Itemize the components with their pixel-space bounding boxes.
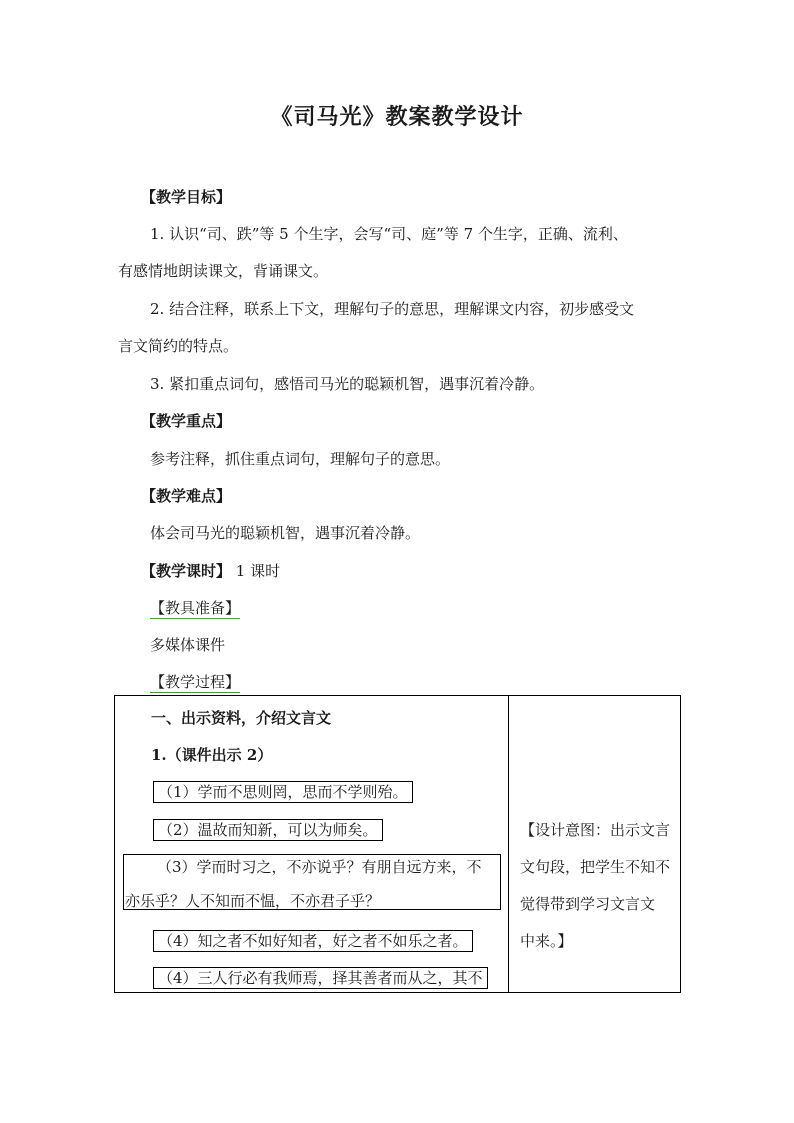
process-step: 1.（课件出示 2） bbox=[151, 746, 273, 764]
materials-text: 多媒体课件 bbox=[150, 636, 226, 654]
design-intent-line-1: 【设计意图：出示文言 bbox=[520, 821, 671, 839]
objective-1-line-1: 1. 认识“司、跌”等 5 个生字，会写“司、庭”等 7 个生字，正确、流利、 bbox=[150, 225, 628, 243]
quote-4-box: （4）知之者不如好知者，好之者不如乐之者。 bbox=[153, 930, 473, 952]
process-section-title: 一、出示资料，介绍文言文 bbox=[151, 709, 332, 727]
quote-5 bbox=[153, 968, 488, 988]
document-title: 《司马光》教案教学设计 bbox=[270, 104, 524, 130]
quote-1-box: （1）学而不思则罔，思而不学则殆。 bbox=[153, 781, 413, 803]
objectives-heading: 【教学目标】 bbox=[141, 188, 232, 206]
design-intent-line-4: 中来。】 bbox=[520, 932, 573, 950]
quote-4 bbox=[153, 931, 473, 951]
quote-3-line-2: 亦乐乎？人不知而不愠，不亦君子乎？ bbox=[125, 892, 381, 910]
objective-2-line-1: 2. 结合注释，联系上下文，理解句子的意思，理解课文内容，初步感受文 bbox=[150, 300, 635, 318]
periods-text: 1 课时 bbox=[235, 562, 281, 580]
quote-2-box: （2）温故而知新，可以为师矣。 bbox=[153, 819, 383, 841]
quote-1 bbox=[153, 782, 413, 802]
quote-3-line-1: （3）学而时习之，不亦说乎？有朋自远方来，不 bbox=[157, 858, 482, 876]
process-heading: 【教学过程】 bbox=[150, 673, 241, 691]
design-intent-line-2: 文句段，把学生不知不 bbox=[520, 858, 671, 876]
periods-heading: 【教学课时】 bbox=[141, 562, 232, 580]
design-intent-line-3: 觉得带到学习文言文 bbox=[520, 895, 656, 913]
objective-3: 3. 紧扣重点词句，感悟司马光的聪颖机智，遇事沉着冷静。 bbox=[150, 375, 545, 393]
process-table bbox=[114, 695, 681, 993]
materials-heading: 【教具准备】 bbox=[150, 599, 241, 617]
quote-2 bbox=[153, 820, 383, 840]
difficulties-heading: 【教学难点】 bbox=[141, 487, 232, 505]
table-column-divider bbox=[508, 696, 509, 992]
key-points-heading: 【教学重点】 bbox=[141, 412, 232, 430]
materials-heading-wrap bbox=[150, 598, 240, 618]
objective-2-line-2: 言文简约的特点。 bbox=[118, 337, 239, 355]
objective-1-line-2: 有感情地朗读课文，背诵课文。 bbox=[118, 262, 329, 280]
process-heading-wrap bbox=[150, 672, 240, 692]
quote-5-box: （4）三人行必有我师焉，择其善者而从之，其不 bbox=[153, 967, 488, 989]
difficulties-text: 体会司马光的聪颖机智，遇事沉着冷静。 bbox=[150, 524, 421, 542]
key-points-text: 参考注释，抓住重点词句，理解句子的意思。 bbox=[150, 450, 451, 468]
periods-row bbox=[141, 561, 280, 581]
